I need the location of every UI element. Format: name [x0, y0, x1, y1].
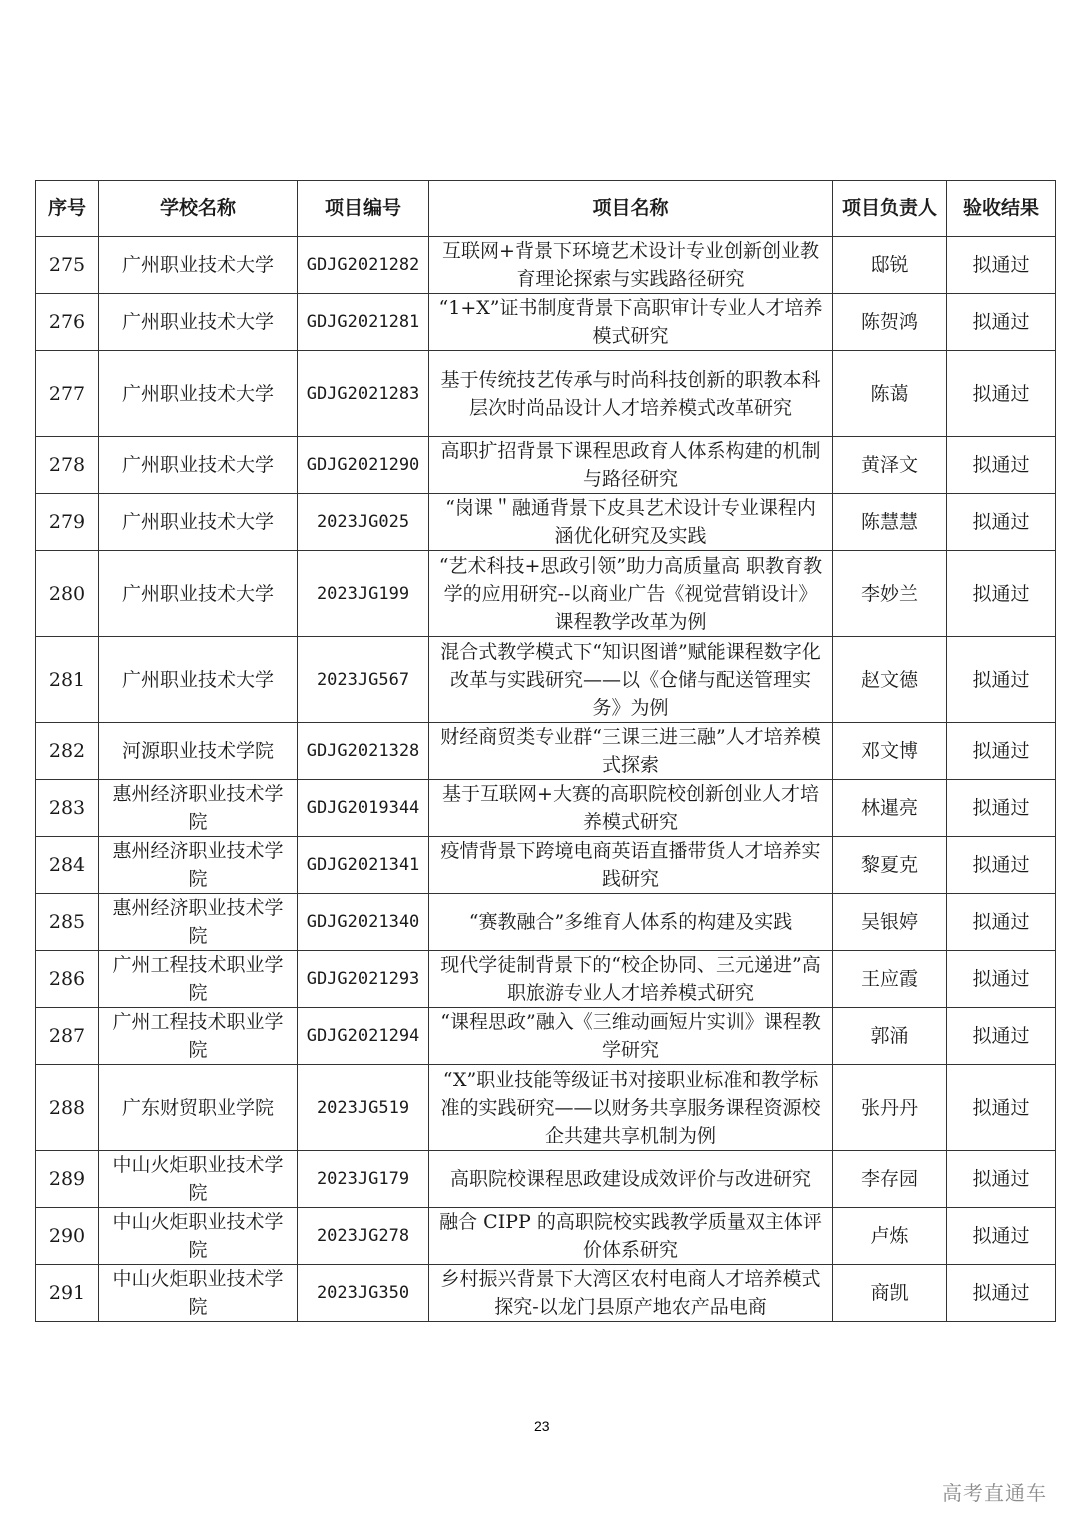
cell-school: 广州工程技术职业学院 [99, 1008, 298, 1065]
cell-code: GDJG2021293 [298, 951, 429, 1008]
table-row [36, 1208, 1056, 1265]
table-row [36, 1151, 1056, 1208]
cell-result: 拟通过 [947, 723, 1056, 780]
cell-code: 2023JG519 [298, 1065, 429, 1151]
cell-no: 282 [36, 723, 99, 780]
table-row [36, 437, 1056, 494]
cell-result: 拟通过 [947, 437, 1056, 494]
cell-result: 拟通过 [947, 637, 1056, 723]
table-row [36, 1265, 1056, 1322]
cell-title: 现代学徒制背景下的“校企协同、三元递进”高职旅游专业人才培养模式研究 [429, 951, 833, 1008]
cell-result: 拟通过 [947, 294, 1056, 351]
cell-no: 291 [36, 1265, 99, 1322]
cell-no: 277 [36, 351, 99, 437]
cell-leader: 邓文博 [833, 723, 947, 780]
cell-no: 286 [36, 951, 99, 1008]
table-row [36, 837, 1056, 894]
cell-leader: 陈慧慧 [833, 494, 947, 551]
table-row [36, 780, 1056, 837]
table-row [36, 237, 1056, 294]
cell-no: 287 [36, 1008, 99, 1065]
cell-school: 中山火炬职业技术学院 [99, 1265, 298, 1322]
cell-code: 2023JG567 [298, 637, 429, 723]
header-leader: 项目负责人 [833, 181, 947, 237]
table-header-row [36, 181, 1056, 237]
table-row [36, 494, 1056, 551]
cell-result: 拟通过 [947, 1008, 1056, 1065]
cell-code: 2023JG278 [298, 1208, 429, 1265]
cell-title: 互联网+背景下环境艺术设计专业创新创业教育理论探索与实践路径研究 [429, 237, 833, 294]
cell-leader: 李存园 [833, 1151, 947, 1208]
cell-leader: 林暹亮 [833, 780, 947, 837]
header-school: 学校名称 [99, 181, 298, 237]
cell-code: 2023JG179 [298, 1151, 429, 1208]
cell-code: 2023JG199 [298, 551, 429, 637]
cell-code: GDJG2019344 [298, 780, 429, 837]
cell-school: 广州职业技术大学 [99, 637, 298, 723]
cell-code: GDJG2021328 [298, 723, 429, 780]
cell-no: 290 [36, 1208, 99, 1265]
table-row [36, 1065, 1056, 1151]
header-code: 项目编号 [298, 181, 429, 237]
cell-result: 拟通过 [947, 237, 1056, 294]
cell-no: 276 [36, 294, 99, 351]
cell-school: 广州职业技术大学 [99, 351, 298, 437]
header-result: 验收结果 [947, 181, 1056, 237]
cell-code: GDJG2021290 [298, 437, 429, 494]
cell-leader: 赵文德 [833, 637, 947, 723]
project-acceptance-table [35, 180, 1056, 1322]
cell-leader: 商凯 [833, 1265, 947, 1322]
cell-title: 基于传统技艺传承与时尚科技创新的职教本科层次时尚品设计人才培养模式改革研究 [429, 351, 833, 437]
cell-school: 广东财贸职业学院 [99, 1065, 298, 1151]
cell-code: 2023JG350 [298, 1265, 429, 1322]
cell-title: 高职院校课程思政建设成效评价与改进研究 [429, 1151, 833, 1208]
cell-no: 283 [36, 780, 99, 837]
cell-code: GDJG2021283 [298, 351, 429, 437]
table-row [36, 351, 1056, 437]
cell-code: 2023JG025 [298, 494, 429, 551]
cell-leader: 陈蔼 [833, 351, 947, 437]
cell-code: GDJG2021294 [298, 1008, 429, 1065]
cell-no: 289 [36, 1151, 99, 1208]
header-no: 序号 [36, 181, 99, 237]
cell-code: GDJG2021281 [298, 294, 429, 351]
cell-title: 融合 CIPP 的高职院校实践教学质量双主体评价体系研究 [429, 1208, 833, 1265]
cell-leader: 吴银婷 [833, 894, 947, 951]
cell-title: 乡村振兴背景下大湾区农村电商人才培养模式探究-以龙门县原产地农产品电商 [429, 1265, 833, 1322]
cell-school: 中山火炬职业技术学院 [99, 1151, 298, 1208]
cell-school: 中山火炬职业技术学院 [99, 1208, 298, 1265]
cell-title: “赛教融合”多维育人体系的构建及实践 [429, 894, 833, 951]
cell-school: 广州职业技术大学 [99, 294, 298, 351]
cell-result: 拟通过 [947, 951, 1056, 1008]
cell-result: 拟通过 [947, 1208, 1056, 1265]
cell-no: 279 [36, 494, 99, 551]
cell-result: 拟通过 [947, 1265, 1056, 1322]
table-row [36, 551, 1056, 637]
table-row [36, 894, 1056, 951]
cell-title: “艺术科技+思政引领”助力高质量高 职教育教学的应用研究--以商业广告《视觉营销设计》课程教学改革为例 [429, 551, 833, 637]
cell-title: 疫情背景下跨境电商英语直播带货人才培养实践研究 [429, 837, 833, 894]
cell-leader: 李妙兰 [833, 551, 947, 637]
cell-result: 拟通过 [947, 351, 1056, 437]
cell-leader: 张丹丹 [833, 1065, 947, 1151]
cell-no: 284 [36, 837, 99, 894]
watermark: 高考直通车 [942, 1481, 1047, 1505]
header-title: 项目名称 [429, 181, 833, 237]
cell-code: GDJG2021340 [298, 894, 429, 951]
cell-leader: 邸锐 [833, 237, 947, 294]
cell-leader: 郭涌 [833, 1008, 947, 1065]
cell-school: 广州职业技术大学 [99, 494, 298, 551]
cell-no: 275 [36, 237, 99, 294]
cell-school: 广州职业技术大学 [99, 437, 298, 494]
cell-title: “课程思政”融入《三维动画短片实训》课程教学研究 [429, 1008, 833, 1065]
cell-school: 广州职业技术大学 [99, 237, 298, 294]
cell-title: 财经商贸类专业群“三课三进三融”人才培养模式探索 [429, 723, 833, 780]
cell-result: 拟通过 [947, 494, 1056, 551]
cell-leader: 卢炼 [833, 1208, 947, 1265]
cell-title: “岗课＂融通背景下皮具艺术设计专业课程内涵优化研究及实践 [429, 494, 833, 551]
cell-result: 拟通过 [947, 780, 1056, 837]
cell-code: GDJG2021282 [298, 237, 429, 294]
table-row [36, 951, 1056, 1008]
cell-result: 拟通过 [947, 837, 1056, 894]
cell-result: 拟通过 [947, 551, 1056, 637]
cell-no: 285 [36, 894, 99, 951]
cell-title: “1+X”证书制度背景下高职审计专业人才培养模式研究 [429, 294, 833, 351]
table-row [36, 1008, 1056, 1065]
cell-school: 惠州经济职业技术学院 [99, 837, 298, 894]
cell-leader: 陈贺鸿 [833, 294, 947, 351]
cell-no: 281 [36, 637, 99, 723]
cell-school: 惠州经济职业技术学院 [99, 780, 298, 837]
cell-school: 河源职业技术学院 [99, 723, 298, 780]
table-row [36, 294, 1056, 351]
cell-school: 惠州经济职业技术学院 [99, 894, 298, 951]
cell-result: 拟通过 [947, 1065, 1056, 1151]
cell-no: 278 [36, 437, 99, 494]
cell-title: “X”职业技能等级证书对接职业标准和教学标准的实践研究——以财务共享服务课程资源校企共建共享机制为例 [429, 1065, 833, 1151]
table-row [36, 637, 1056, 723]
table-body [36, 237, 1056, 1322]
cell-leader: 王应霞 [833, 951, 947, 1008]
table-row [36, 723, 1056, 780]
cell-result: 拟通过 [947, 1151, 1056, 1208]
cell-no: 280 [36, 551, 99, 637]
cell-school: 广州工程技术职业学院 [99, 951, 298, 1008]
cell-title: 混合式教学模式下“知识图谱”赋能课程数字化改革与实践研究——以《仓储与配送管理实务》为例 [429, 637, 833, 723]
page-number: 23 [534, 1418, 550, 1434]
cell-title: 高职扩招背景下课程思政育人体系构建的机制与路径研究 [429, 437, 833, 494]
cell-title: 基于互联网+大赛的高职院校创新创业人才培养模式研究 [429, 780, 833, 837]
cell-result: 拟通过 [947, 894, 1056, 951]
cell-code: GDJG2021341 [298, 837, 429, 894]
cell-school: 广州职业技术大学 [99, 551, 298, 637]
cell-leader: 黄泽文 [833, 437, 947, 494]
cell-no: 288 [36, 1065, 99, 1151]
cell-leader: 黎夏克 [833, 837, 947, 894]
